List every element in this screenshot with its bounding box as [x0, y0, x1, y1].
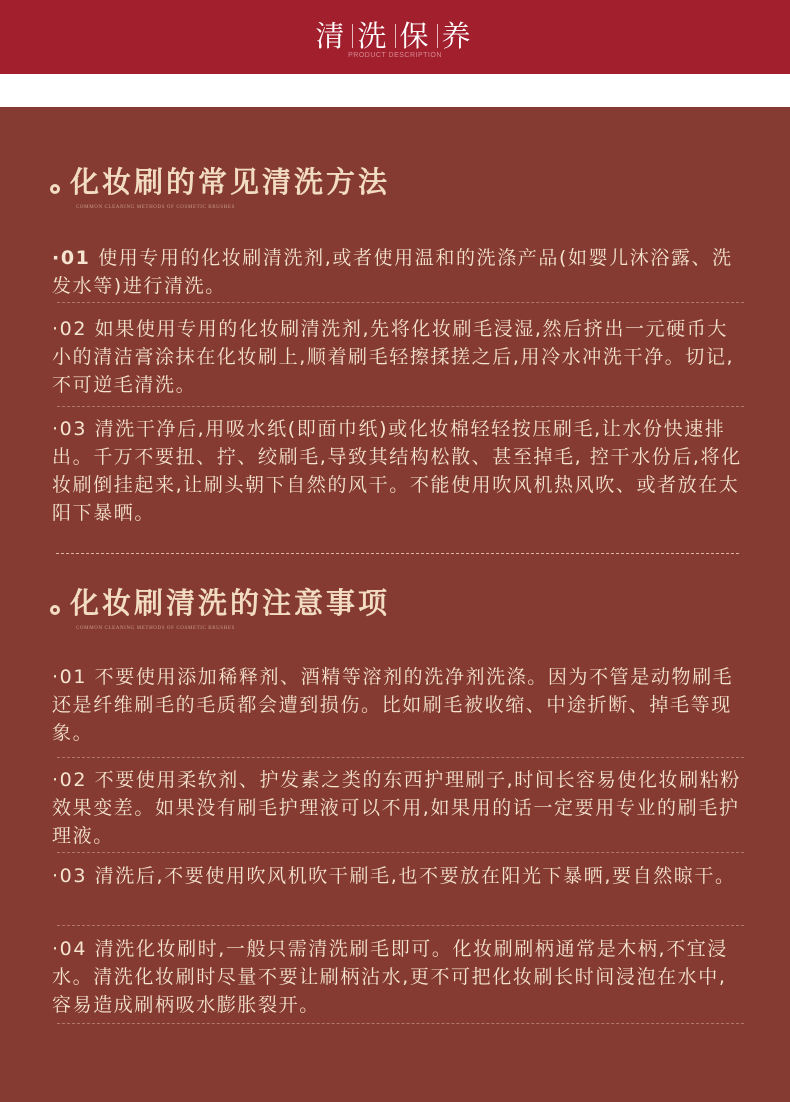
item-number: ·03 [52, 865, 88, 887]
page-subtitle: PRODUCT DESCRIPTION [348, 52, 442, 59]
list-item [52, 663, 747, 747]
dashed-divider [57, 852, 744, 853]
title-char: 清 [315, 19, 349, 53]
list-item [52, 766, 747, 850]
list-item [52, 862, 747, 890]
section-title-text: 化妆刷清洗的注意事项 [70, 586, 391, 620]
item-text: 清洗化妆刷时,一般只需清洗刷毛即可。化妆刷刷柄通常是木柄,不宜浸水。清洗化妆刷时尽量不要让刷柄沾水,更不可把化妆刷长时间浸泡在水中,容易造成刷柄吸水膨胀裂开。 [52, 938, 728, 1016]
dashed-divider [57, 925, 744, 926]
dashed-divider [57, 1023, 744, 1024]
list-item [52, 315, 747, 399]
bullet-dot-icon [50, 184, 60, 194]
title-divider [395, 24, 396, 48]
title-divider [437, 24, 438, 48]
item-number: ·02 [52, 318, 88, 340]
dashed-divider [57, 406, 744, 407]
item-text: 使用专用的化妆刷清洗剂,或者使用温和的洗涤产品(如婴儿沐浴露、洗发水等)进行清洗。 [52, 247, 733, 297]
section-subtitle: COMMON CLEANING METHODS OF COSMETIC BRUSHES [76, 626, 236, 631]
list-item [52, 415, 747, 527]
page-title [0, 14, 790, 55]
header-banner [0, 0, 790, 74]
item-text: 清洗后,不要使用吹风机吹干刷毛,也不要放在阳光下暴晒,要自然晾干。 [87, 865, 736, 887]
item-text: 不要使用柔软剂、护发素之类的东西护理刷子,时间长容易使化妆刷粘粉效果变差。如果没有刷毛护理液可以不用,如果用的话一定要用专业的刷毛护理液。 [52, 769, 741, 847]
item-number: ·01 [52, 247, 91, 269]
section-divider [56, 553, 739, 554]
list-item [52, 935, 747, 1019]
title-char: 洗 [357, 19, 391, 53]
dashed-divider [57, 757, 744, 758]
title-char: 养 [441, 19, 475, 53]
section-title-precautions [50, 581, 390, 622]
header-divider-band [0, 74, 790, 107]
section-title-cleaning-methods [50, 160, 390, 201]
section-subtitle: COMMON CLEANING METHODS OF COSMETIC BRUSHES [76, 205, 236, 210]
dashed-divider [57, 302, 744, 303]
item-text: 不要使用添加稀释剂、酒精等溶剂的洗净剂洗涤。因为不管是动物刷毛还是纤维刷毛的毛质都会遭到损伤。比如刷毛被收缩、中途折断、掉毛等现象。 [52, 666, 734, 744]
item-text: 如果使用专用的化妆刷清洗剂,先将化妆刷毛浸湿,然后挤出一元硬币大小的清洁膏涂抹在化妆刷上,顺着刷毛轻擦揉搓之后,用冷水冲洗干净。切记,不可逆毛清洗。 [52, 318, 735, 396]
item-number: ·02 [52, 769, 88, 791]
section-title-text: 化妆刷的常见清洗方法 [70, 165, 391, 199]
bullet-dot-icon [50, 605, 60, 615]
item-number: ·04 [52, 938, 88, 960]
title-char: 保 [399, 19, 433, 53]
item-number: ·03 [52, 418, 88, 440]
list-item [52, 244, 747, 300]
title-divider [352, 24, 353, 48]
item-number: ·01 [52, 666, 88, 688]
item-text: 清洗干净后,用吸水纸(即面巾纸)或化妆棉轻轻按压刷毛,让水份快速排出。千万不要扭、拧、绞刷毛,导致其结构松散、甚至掉毛, 控干水份后,将化妆刷倒挂起来,让刷头朝下自然的风干。不能使用吹风机热风吹、或者放在太阳下暴晒。 [52, 418, 742, 524]
